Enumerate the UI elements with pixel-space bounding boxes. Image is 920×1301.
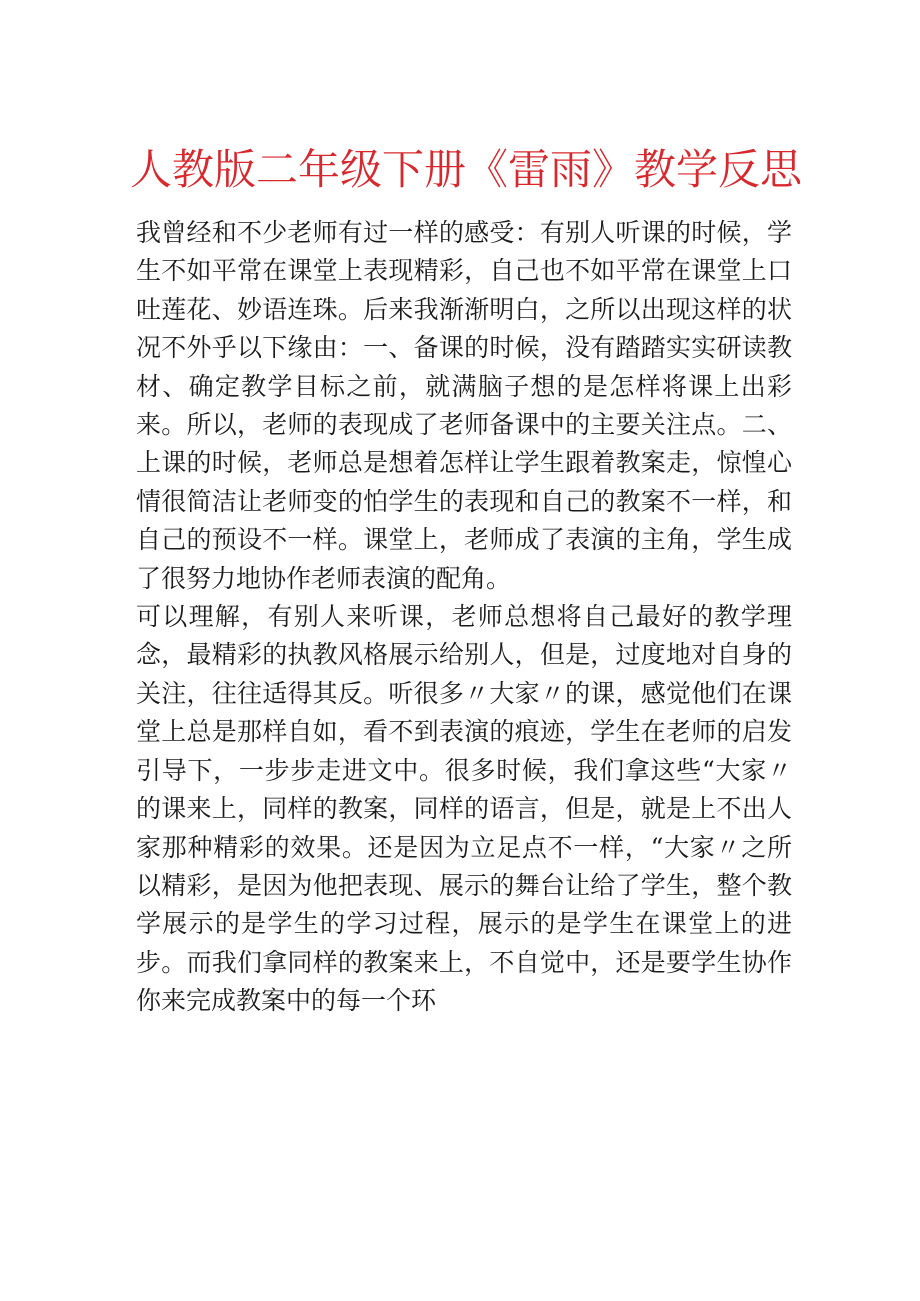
body-paragraph-2: 可以理解，有别人来听课，老师总想将自己最好的教学理念，最精彩的执教风格展示给别人，但是，过度地对自身的关注，往往适得其反。听很多〃大家〃的课，感觉他们在课堂上总是那样自如，看不到表演的痕迹，学生在老师的启发引导下，一步步走进文中。很多时候，我们拿这些“大家〃的课来上，同样的教案，同样的语言，但是，就是上不出人家那种精彩的效果。还是因为立足点不一样，“大家〃之所以精彩，是因为他把表现、展示的舞台让给了学生，整个教学展示的是学生的学习过程，展示的是学生在课堂上的进步。而我们拿同样的教案来上，不自觉中，还是要学生协作你来完成教案中的每一个环 xyxy=(136,602,792,1016)
document-title: 人教版二年级下册《雷雨》教学反思 xyxy=(130,145,803,194)
body-paragraph-1: 我曾经和不少老师有过一样的感受：有别人听课的时候，学生不如平常在课堂上表现精彩，自己也不如平常在课堂上口吐莲花、妙语连珠。后来我渐渐明白，之所以出现这样的状况不外乎以下缘由：一、备课的时候，没有踏踏实实研读教材、确定教学目标之前，就满脑子想的是怎样将课上出彩来。所以，老师的表现成了老师备课中的主要关注点。二、上课的时候，老师总是想着怎样让学生跟着教案走，惊惶心情很简洁让老师变的怕学生的表现和自己的教案不一样，和自己的预设不一样。课堂上，老师成了表演的主角，学生成了很努力地协作老师表演的配角。 xyxy=(136,218,792,593)
document-body xyxy=(136,214,792,1021)
